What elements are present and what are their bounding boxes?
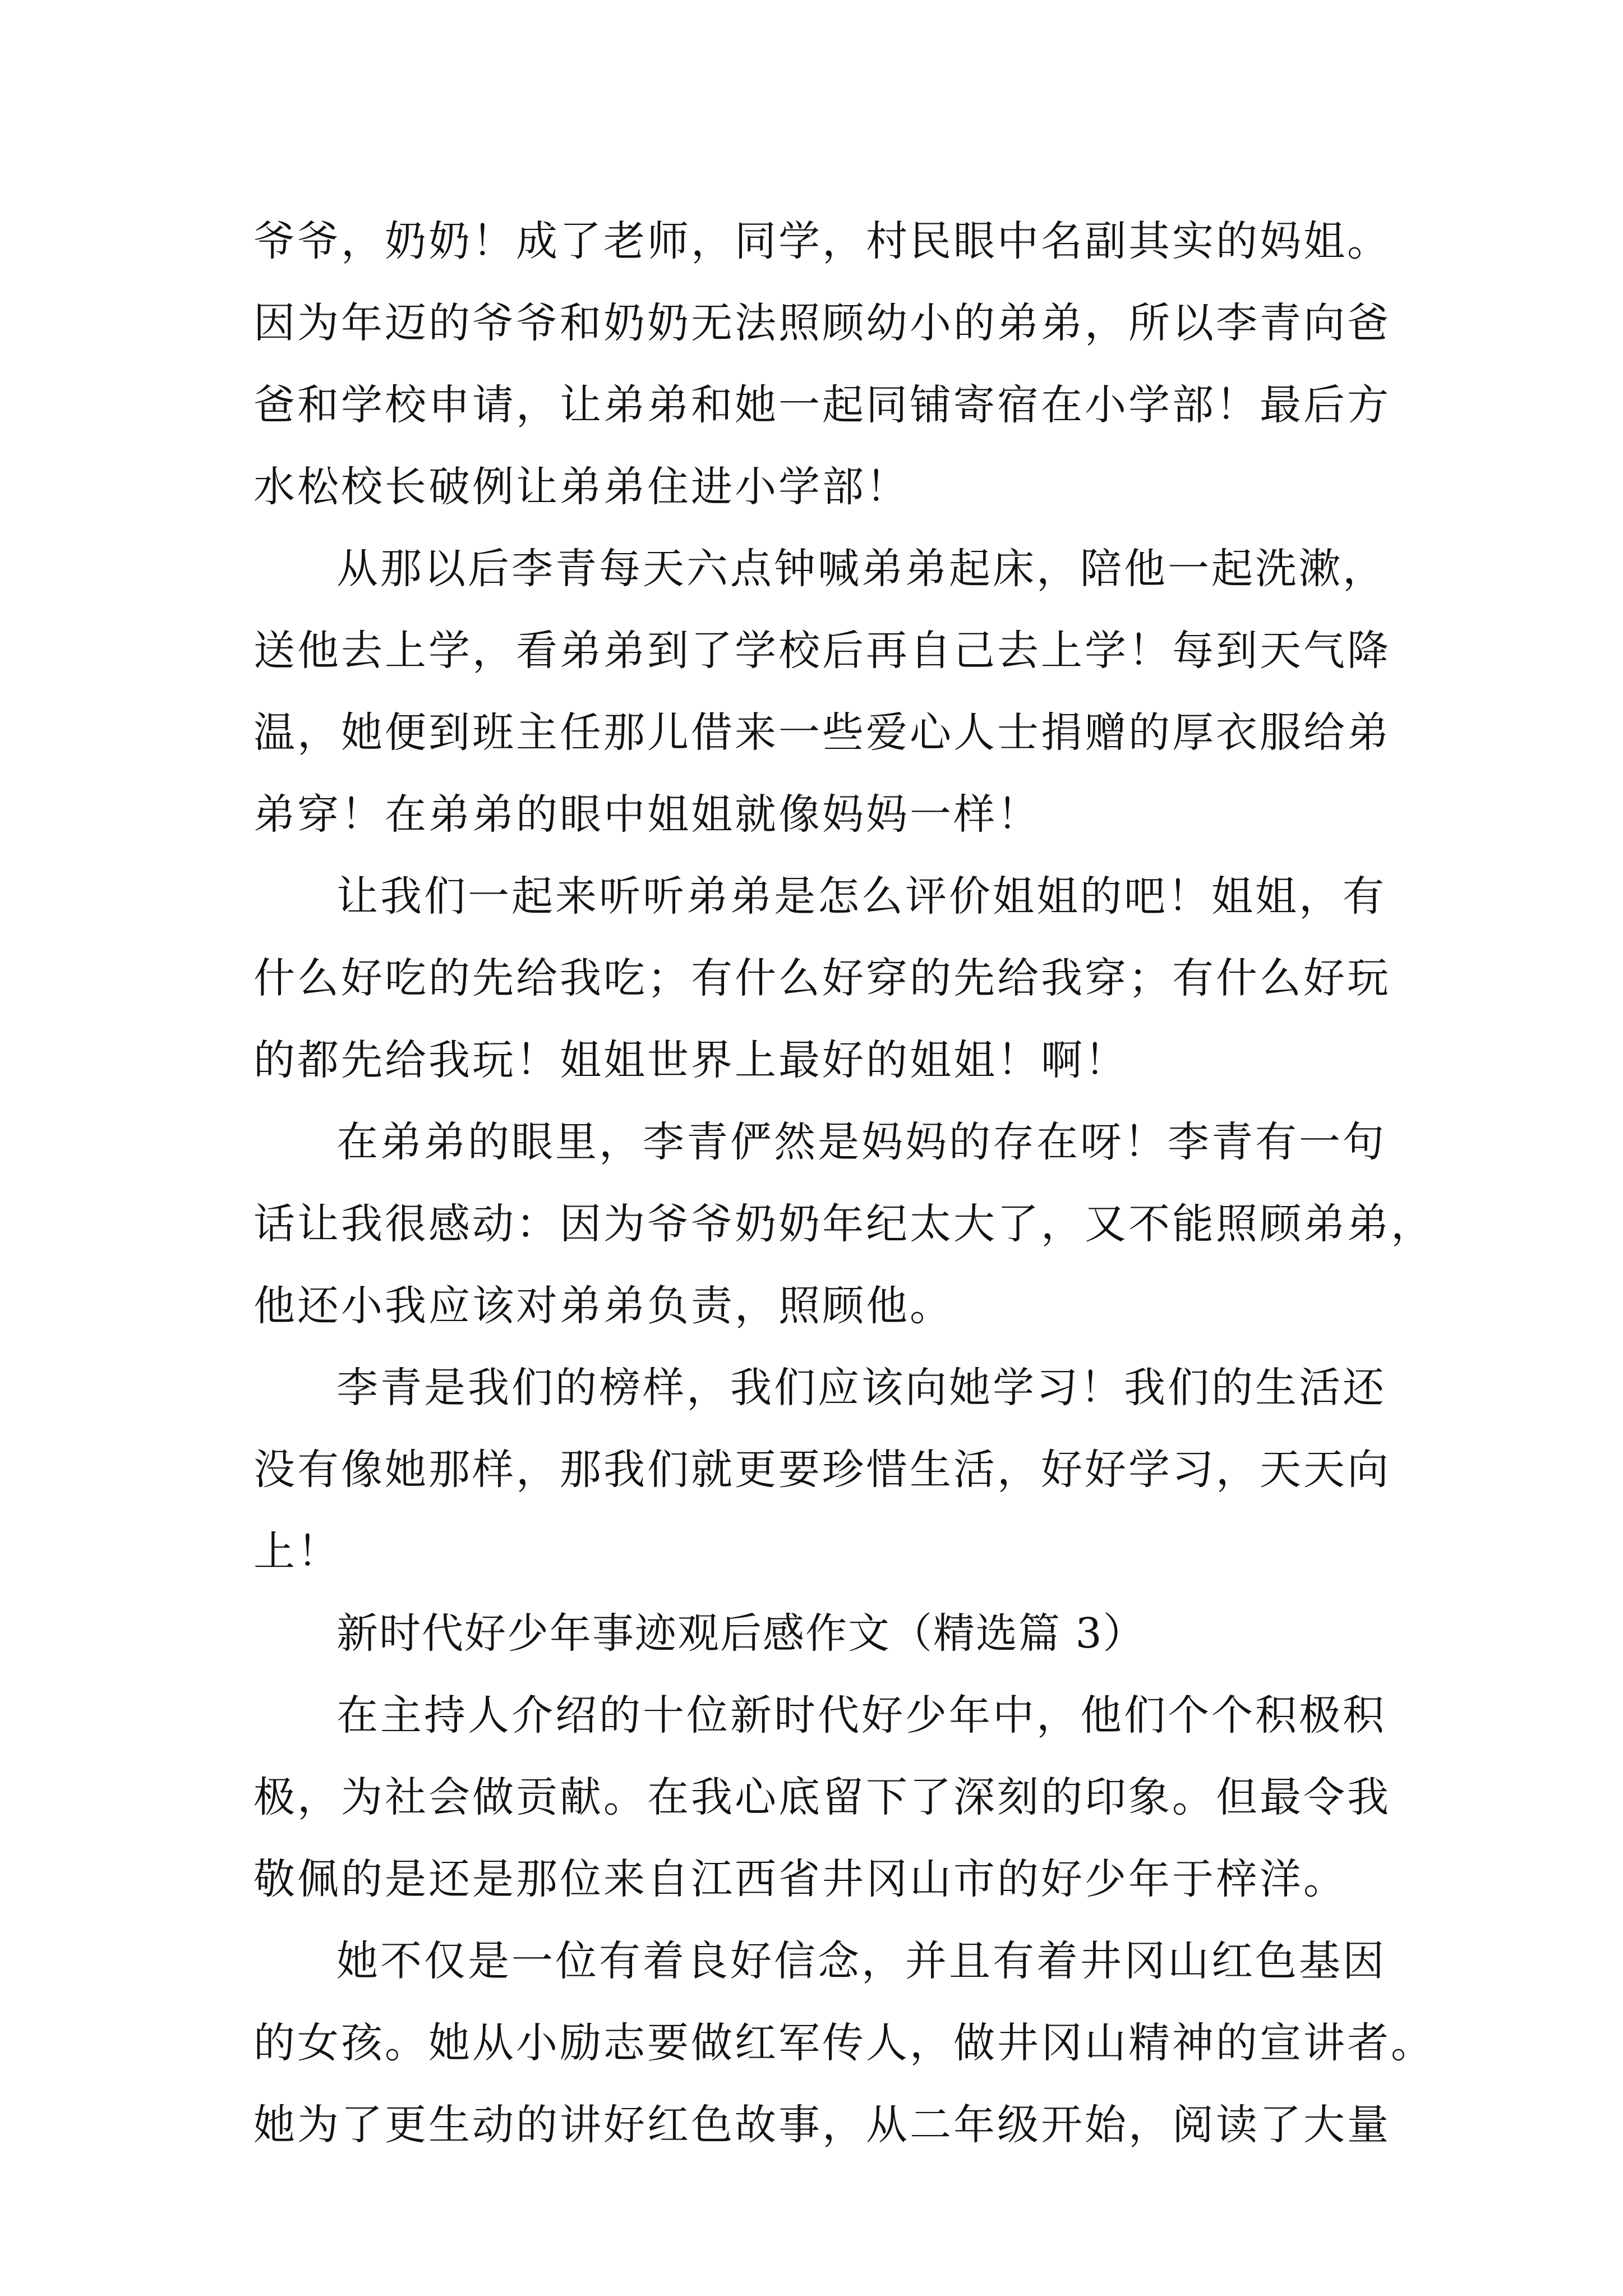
text-line: 送他去上学，看弟弟到了学校后再自己去上学！每到天气降 xyxy=(253,627,1391,675)
paragraph-first-line: 她不仅是一位有着良好信念，并且有着井冈山红色基因 xyxy=(336,1937,1386,1985)
section-heading: 新时代好少年事迹观后感作文（精选篇 3） xyxy=(336,1609,1146,1658)
text-line: 因为年迈的爷爷和奶奶无法照顾幼小的弟弟，所以李青向爸 xyxy=(253,299,1391,347)
text-line: 话让我很感动：因为爷爷奶奶年纪太大了，又不能照顾弟弟， xyxy=(253,1200,1435,1248)
text-line: 的都先给我玩！姐姐世界上最好的姐姐！啊！ xyxy=(253,1036,1128,1084)
text-line: 弟穿！在弟弟的眼中姐姐就像妈妈一样！ xyxy=(253,790,1041,839)
paragraph-first-line: 让我们一起来听听弟弟是怎么评价姐姐的吧！姐姐，有 xyxy=(336,872,1386,921)
paragraph-first-line: 从那以后李青每天六点钟喊弟弟起床，陪他一起洗漱， xyxy=(336,545,1386,593)
text-line: 爷爷，奶奶！成了老师，同学，村民眼中名副其实的妈姐。 xyxy=(253,217,1391,265)
text-line: 极，为社会做贡献。在我心底留下了深刻的印象。但最令我 xyxy=(253,1773,1391,1821)
text-line: 爸和学校申请，让弟弟和她一起同铺寄宿在小学部！最后方 xyxy=(253,381,1391,429)
text-line: 温，她便到班主任那儿借来一些爱心人士捐赠的厚衣服给弟 xyxy=(253,708,1391,757)
paragraph-first-line: 在弟弟的眼里，李青俨然是妈妈的存在呀！李青有一句 xyxy=(336,1118,1386,1166)
text-line: 什么好吃的先给我吃；有什么好穿的先给我穿；有什么好玩 xyxy=(253,954,1391,1002)
paragraph-first-line: 李青是我们的榜样，我们应该向她学习！我们的生活还 xyxy=(336,1364,1386,1412)
text-line: 上！ xyxy=(253,1527,341,1576)
text-line: 没有像她那样，那我们就更要珍惜生活，好好学习，天天向 xyxy=(253,1446,1391,1494)
text-line: 她为了更生动的讲好红色故事，从二年级开始，阅读了大量 xyxy=(253,2101,1391,2149)
text-line: 他还小我应该对弟弟负责，照顾他。 xyxy=(253,1282,953,1330)
paragraph-first-line: 在主持人介绍的十位新时代好少年中，他们个个积极积 xyxy=(336,1691,1386,1740)
text-line: 的女孩。她从小励志要做红军传人，做井冈山精神的宣讲者。 xyxy=(253,2019,1435,2067)
text-line: 敬佩的是还是那位来自江西省井冈山市的好少年于梓洋。 xyxy=(253,1855,1347,1903)
text-line: 水松校长破例让弟弟住进小学部！ xyxy=(253,463,910,511)
